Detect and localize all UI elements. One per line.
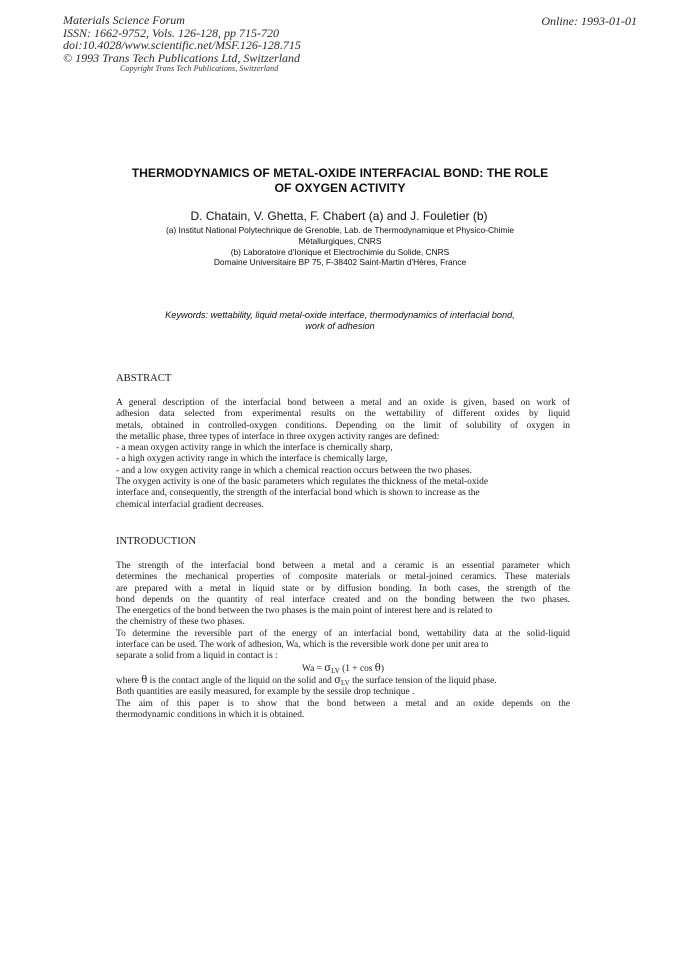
- sigma-subscript: LV: [331, 666, 340, 675]
- intro-line: [116, 675, 570, 687]
- keywords-line: work of adhesion: [305, 321, 375, 331]
- journal-name: Materials Science Forum: [63, 13, 185, 27]
- intro-line: separate a solid from a liquid in contact is :: [116, 651, 278, 662]
- where-text: is the contact angle of the liquid on the solid and: [147, 675, 335, 686]
- affiliation-line: Domaine Universitaire BP 75, F-38402 Saint-Martin d'Hères, France: [213, 257, 467, 268]
- intro-line: The strength of the interfacial bond between a metal and a ceramic is an essential parameter which: [116, 561, 570, 571]
- abstract-line: - a mean oxygen activity range in which the interface is chemically sharp,: [116, 443, 393, 454]
- publisher-line: © 1993 Trans Tech Publications Ltd, Switzerland: [63, 50, 301, 65]
- abstract-line: chemical interfacial gradient decreases.: [116, 499, 264, 510]
- abstract-body: [116, 398, 570, 511]
- sigma-symbol: σ: [334, 674, 342, 686]
- journal-header: [63, 14, 301, 64]
- introduction-body: [116, 561, 570, 721]
- intro-line: are prepared with a metal in liquid state or by diffusion bonding. In both cases, the strength of the: [116, 583, 570, 594]
- authors: D. Chatain, V. Ghetta, F. Chabert (a) and J. Fouletier (b): [190, 209, 488, 223]
- intro-line: Both quantities are easily measured, for example by the sessile drop technique .: [116, 687, 415, 698]
- abstract-line: A general description of the interfacial bond between a metal and an oxide is given, based on work of: [116, 398, 570, 408]
- abstract-line: - and a low oxygen activity range in which a chemical reaction occurs between the two phases.: [116, 465, 472, 476]
- theta-symbol: θ: [374, 662, 381, 674]
- introduction-heading: INTRODUCTION: [116, 536, 197, 547]
- abstract-line: metals, obtained in controlled-oxygen conditions. Depending on the limit of solubility of oxygen in: [116, 420, 570, 431]
- keywords: [130, 310, 550, 332]
- title-line: OF OXYGEN ACTIVITY: [274, 181, 406, 195]
- intro-line: the chemistry of these two phases.: [116, 617, 245, 628]
- affiliation-line: Métallurgiques, CNRS: [298, 235, 382, 246]
- where-text: where: [116, 675, 142, 686]
- sigma-symbol: σ: [324, 662, 332, 674]
- affiliation-line: (a) Institut National Polytechnique de Grenoble, Lab. de Thermodynamique et Physico-Chimie: [165, 225, 515, 235]
- abstract-heading: ABSTRACT: [116, 373, 172, 384]
- issn-line: ISSN: 1662-9752, Vols. 126-128, pp 715-720: [63, 25, 279, 40]
- intro-line: bond depends on the quantity of real interface created and on the bonding between the two phases.: [116, 594, 570, 605]
- intro-line: To determine the reversible part of the energy of an interfacial bond, wettability data at the solid-liquid: [116, 628, 570, 639]
- abstract-line: The oxygen activity is one of the basic parameters which regulates the thickness of the metal-oxide: [116, 477, 489, 488]
- theta-symbol: θ: [141, 674, 148, 686]
- intro-line: The aim of this paper is to show that the bond between a metal and an oxide depends on the: [116, 698, 570, 709]
- intro-line: interface can be used. The work of adhesion, Wa, which is the reversible work done per unit area to: [116, 640, 489, 651]
- title-line: THERMODYNAMICS OF METAL-OXIDE INTERFACIAL BOND: THE ROLE: [131, 166, 549, 180]
- doi-line: doi:10.4028/www.scientific.net/MSF.126-128.715: [63, 38, 301, 52]
- paper-title: [110, 166, 570, 196]
- copyright-stamp: Copyright Trans Tech Publications, Switzerland: [120, 64, 279, 73]
- intro-line: thermodynamic conditions in which it is obtained.: [116, 709, 305, 720]
- affiliation-line: (b) Laboratoire d'Ionique et Electrochimie du Solide, CNRS: [230, 246, 450, 257]
- abstract-line: the metallic phase, three types of interface in three oxygen activity ranges are defined:: [116, 431, 440, 442]
- keywords-line: Keywords: wettability, liquid metal-oxide interface, thermodynamics of interfacial bond,: [165, 310, 515, 320]
- abstract-line: - a high oxygen activity range in which the interface is chemically large,: [116, 454, 388, 465]
- formula-lhs: Wa =: [302, 663, 325, 674]
- abstract-line: interface and, consequently, the strength of the interfacial bond which is shown to increase as the: [116, 488, 480, 499]
- formula-rhs: (1 + cos: [339, 663, 375, 674]
- affiliations: [120, 225, 560, 268]
- intro-line: determines the mechanical properties of composite materials or metal-joined ceramics. These materials: [116, 572, 570, 583]
- where-text: the surface tension of the liquid phase.: [349, 675, 497, 686]
- intro-line: The energetics of the bond between the two phases is the main point of interest here and is related to: [116, 606, 493, 617]
- online-date: Online: 1993-01-01: [541, 14, 637, 28]
- formula-close: ): [380, 663, 384, 674]
- work-of-adhesion-formula: [116, 663, 570, 675]
- sigma-subscript: LV: [341, 678, 350, 687]
- abstract-line: adhesion data selected from experimental results on the wettability of different oxides by liquid: [116, 409, 570, 420]
